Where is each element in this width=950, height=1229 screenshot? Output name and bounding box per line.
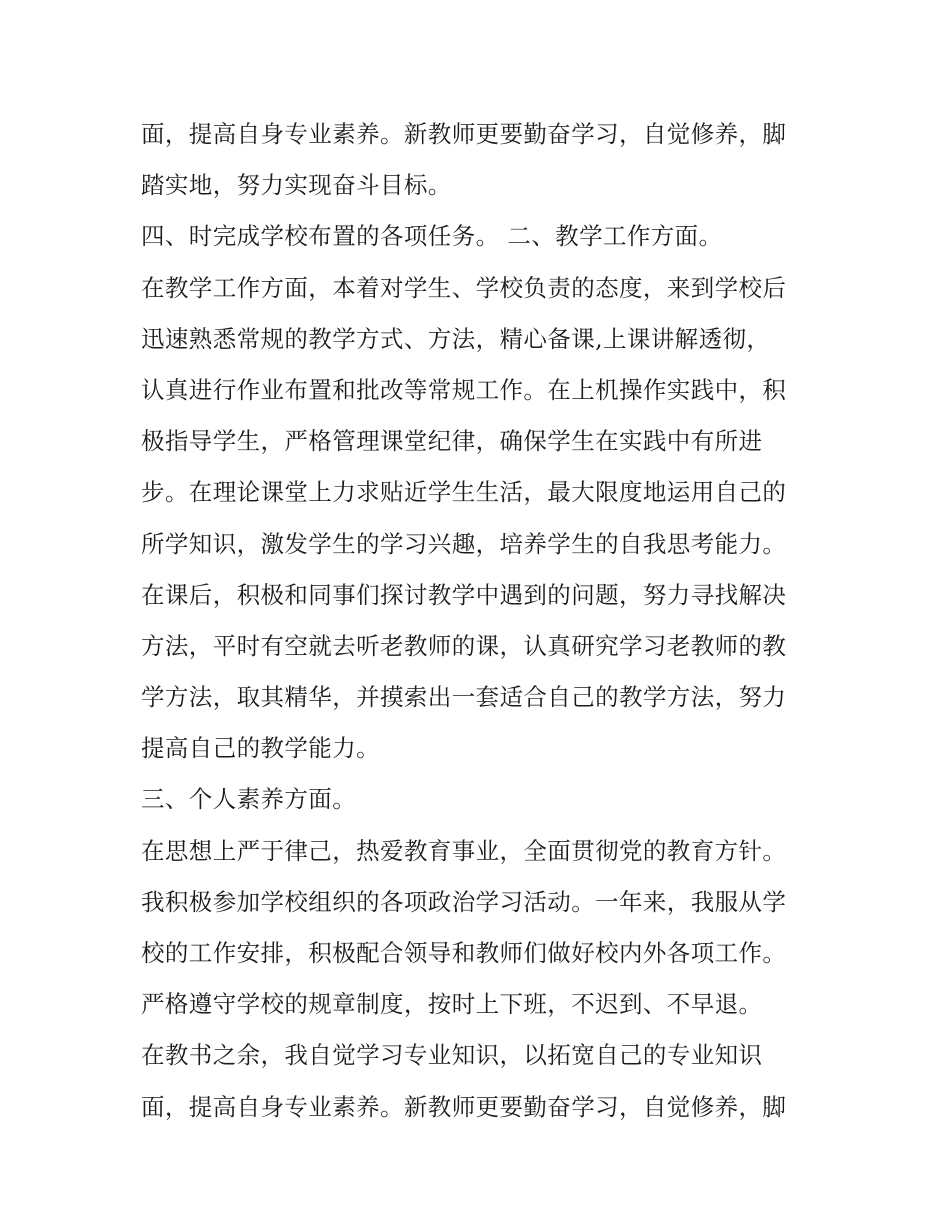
text-line-19: 在教书之余，我自觉学习专业知识，以拓宽自己的专业知识 xyxy=(141,1041,763,1070)
text-line-4: 在教学工作方面，本着对学生、学校负责的态度，来到学校后 xyxy=(141,273,787,302)
text-line-8: 步。在理论课堂上力求贴近学生生活，最大限度地运用自己的 xyxy=(141,478,787,507)
text-line-17: 校的工作安排，积极配合领导和教师们做好校内外各项工作。 xyxy=(141,939,787,967)
text-line-3: 四、时完成学校布置的各项任务。 二、教学工作方面。 xyxy=(141,222,723,251)
text-line-16: 我积极参加学校组织的各项政治学习活动。一年来，我服从学 xyxy=(141,887,787,916)
text-line-7: 极指导学生，严格管理课堂纪律，确保学生在实践中有所进 xyxy=(141,427,763,456)
text-line-5: 迅速熟悉常规的教学方式、方法，精心备课,上课讲解透彻， xyxy=(141,324,771,353)
text-line-1: 面，提高自身专业素养。新教师更要勤奋学习，自觉修养，脚 xyxy=(141,120,787,148)
text-line-2: 踏实地，努力实现奋斗目标。 xyxy=(141,171,452,200)
text-line-20: 面，提高自身专业素养。新教师更要勤奋学习，自觉修养，脚 xyxy=(141,1092,787,1121)
text-line-14: 三、个人素养方面。 xyxy=(141,785,357,814)
text-line-10: 在课后，积极和同事们探讨教学中遇到的问题，努力寻找解决 xyxy=(141,580,787,609)
text-line-6: 认真进行作业布置和批改等常规工作。在上机操作实践中，积 xyxy=(141,375,787,404)
text-line-9: 所学知识，激发学生的学习兴趣，培养学生的自我思考能力。 xyxy=(141,529,787,558)
document-body xyxy=(141,109,821,1133)
text-line-11: 方法，平时有空就去听老教师的课，认真研究学习老教师的教 xyxy=(141,631,787,660)
text-line-12: 学方法，取其精华，并摸索出一套适合自己的教学方法，努力 xyxy=(141,683,787,712)
text-line-18: 严格遵守学校的规章制度，按时上下班，不迟到、不早退。 xyxy=(141,990,763,1019)
text-line-13: 提高自己的教学能力。 xyxy=(141,734,380,763)
text-line-15: 在思想上严于律己，热爱教育事业，全面贯彻党的教育方针。 xyxy=(141,836,787,865)
